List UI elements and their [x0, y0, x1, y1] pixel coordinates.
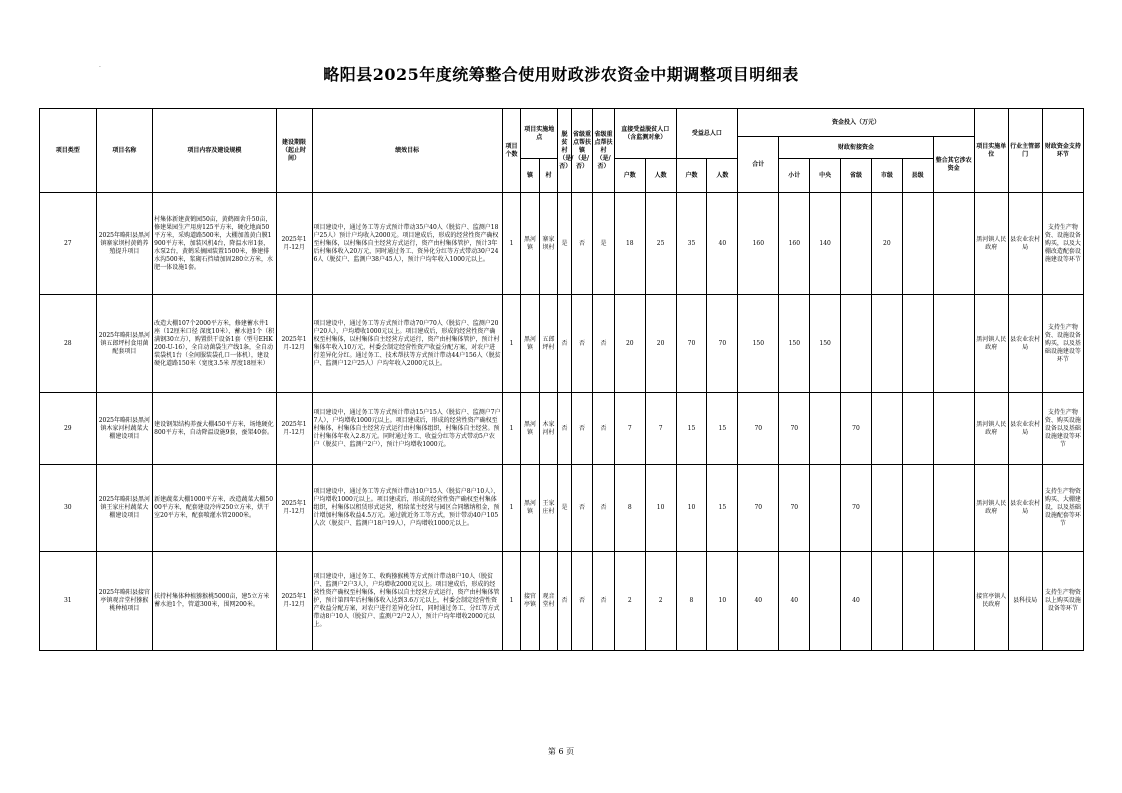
row-count: 1	[502, 393, 521, 465]
header-location: 项目实施地点	[521, 109, 558, 159]
row-beneficiary-households: 10	[676, 465, 707, 552]
row-central: 140	[810, 193, 841, 295]
header-direct-people: 人数	[645, 159, 676, 193]
row-other	[933, 465, 974, 552]
row-beneficiary-households: 70	[676, 295, 707, 393]
table-row	[40, 393, 1084, 465]
row-content: 新建蔬菜大棚1000平方米，改造蔬菜大棚5000平方米，配套建设冷库250立方米，烘干室20平方米，配套喷灌水管2000米。	[153, 465, 276, 552]
row-goal: 项目建设中，通过务工等方式预计带动35户40人（脱贫户、监测户18户25人）预计户均收入2000元。项目建成后，形成的经营性资产确权至村集体，以村集体自主经营方式运行，资产由村集体管护，预计3年后村集体收入20万元，同时通过务工、资异化分红等方式带动30户246人（脱贫户、监测户38户45人），预计户均年收入1000元以上。	[312, 193, 502, 295]
row-total: 160	[738, 193, 779, 295]
row-provincial	[841, 193, 872, 295]
row-other	[933, 552, 974, 651]
row-beneficiary-people: 40	[707, 193, 738, 295]
row-town: 接官亭镇	[521, 552, 540, 651]
row-beneficiary-households: 8	[676, 552, 707, 651]
row-direct-people: 7	[645, 393, 676, 465]
row-direct-people: 2	[645, 552, 676, 651]
header-village: 村	[539, 159, 558, 193]
row-count: 1	[502, 193, 521, 295]
row-village: 木家河村	[539, 393, 558, 465]
header-beneficiary-people: 人数	[707, 159, 738, 193]
row-county	[902, 295, 933, 393]
header-name: 项目名称	[96, 109, 153, 193]
row-town: 黑河镇	[521, 393, 540, 465]
header-key-help-town: 省级重点帮扶镇（是/否）	[571, 109, 593, 193]
row-town: 黑河镇	[521, 193, 540, 295]
table-row	[40, 193, 1084, 295]
row-beneficiary-households: 35	[676, 193, 707, 295]
scan-mark: ·	[99, 64, 101, 71]
header-funds: 资金投入（万元）	[738, 109, 975, 137]
header-unit: 项目实施单位	[974, 109, 1008, 193]
row-key-town: 否	[571, 295, 593, 393]
header-fiscal: 财政衔接资金	[779, 137, 933, 159]
row-village: 王家庄村	[539, 465, 558, 552]
row-county	[902, 465, 933, 552]
row-unit: 黑河镇人民政府	[974, 465, 1008, 552]
row-key-town: 否	[571, 552, 593, 651]
row-direct-households: 18	[614, 193, 645, 295]
row-name: 2025年略阳县接官亭镇观音堂村猕猴桃种植项目	[96, 552, 153, 651]
row-direct-households: 20	[614, 295, 645, 393]
row-dept: 县农业农村局	[1008, 393, 1042, 465]
page-title: 略阳县2025年度统筹整合使用财政涉农资金中期调整项目明细表	[323, 65, 799, 84]
header-county: 县级	[902, 159, 933, 193]
header-direct-beneficiary: 直接受益脱贫人口（含监测对象）	[614, 109, 676, 159]
row-dept: 县农业农村局	[1008, 465, 1042, 552]
row-key-village: 否	[593, 552, 615, 651]
row-provincial: 70	[841, 393, 872, 465]
row-subtotal: 150	[779, 295, 810, 393]
table-row	[40, 552, 1084, 651]
header-count: 项目个数	[502, 109, 521, 193]
row-beneficiary-people: 15	[707, 465, 738, 552]
header-total: 合计	[738, 137, 779, 193]
row-name: 2025年略阳县黑河镇王家庄村蔬菜大棚建设项目	[96, 465, 153, 552]
row-key-village: 否	[593, 465, 615, 552]
row-subtotal: 70	[779, 465, 810, 552]
row-provincial	[841, 295, 872, 393]
row-type: 28	[40, 295, 97, 393]
row-count: 1	[502, 295, 521, 393]
row-village: 寨家坝村	[539, 193, 558, 295]
row-beneficiary-people: 15	[707, 393, 738, 465]
row-county	[902, 393, 933, 465]
row-period: 2025年1月-12月	[276, 552, 312, 651]
row-subtotal: 70	[779, 393, 810, 465]
row-period: 2025年1月-12月	[276, 465, 312, 552]
row-key-town: 否	[571, 465, 593, 552]
header-key-help-village: 省级重点帮扶村（是/否）	[593, 109, 615, 193]
row-total: 40	[738, 552, 779, 651]
row-content: 村集体新建黄鹤园50亩，黄鹤圈舍升50亩，修建果园生产用房125平方米，硬化地面50平方米，采购道路500米，大棚加盖黄白膜1900平方米，加装风机4台，降温水帘1套，水泵2台，黄鹤采摘园装置1500米，修建排水沟500米，浆砌石挡墙加固280立方米，水肥一体设施1套。	[153, 193, 276, 295]
row-support: 支持生产物资、购买设施设备以及基础设施建设等环节	[1042, 393, 1083, 465]
row-period: 2025年1月-12月	[276, 393, 312, 465]
table-row	[40, 465, 1084, 552]
header-poor-village: 脱贫村（是/否）	[558, 109, 571, 193]
row-central	[810, 465, 841, 552]
row-support: 支持生产物资购买、大棚建设，以及基础设施配套等环节	[1042, 465, 1083, 552]
row-provincial: 40	[841, 552, 872, 651]
row-village: 五郎坪村	[539, 295, 558, 393]
row-direct-people: 10	[645, 465, 676, 552]
row-unit: 黑河镇人民政府	[974, 393, 1008, 465]
table-row	[40, 295, 1084, 393]
row-city	[871, 393, 902, 465]
row-key-village: 否	[593, 295, 615, 393]
row-unit: 接官亭镇人民政府	[974, 552, 1008, 651]
row-support: 支持生产物资、设施设备购买，以及基础设施建设等环节	[1042, 295, 1083, 393]
row-key-town: 否	[571, 393, 593, 465]
row-period: 2025年1月-12月	[276, 295, 312, 393]
row-central	[810, 552, 841, 651]
row-count: 1	[502, 552, 521, 651]
row-content: 建设钢架结构养蚕大棚450平方米，场地硬化800平方米，自动降温设施9套，蚕架40套。	[153, 393, 276, 465]
row-direct-people: 25	[645, 193, 676, 295]
row-support: 支持生产物资、设施设备购买，以及大棚改造配套设施建设等环节	[1042, 193, 1083, 295]
row-content: 扶持村集体种植猕猴桃5000亩，建5立方米蓄水池1个，管道300米，围网200米。	[153, 552, 276, 651]
table-body	[40, 193, 1084, 651]
row-type: 29	[40, 393, 97, 465]
row-provincial: 70	[841, 465, 872, 552]
row-goal: 项目建设中，通过务工等方式预计带动15户15人（脱贫户、监测户7户7人），户均增收1000元以上。项目建成后，形成的经营性资产确权至村集体，村集体自主经营方式运行由村集体组织，村集体自主经营。预计村集体年收入2.8万元。同时通过务工、收益分红等方式带动5户农户（脱贫户、监测户2户），预计户均增收1000元。	[312, 393, 502, 465]
project-table	[39, 108, 1084, 651]
row-support: 支持生产物资以上购买设施设备等环节	[1042, 552, 1083, 651]
header-subtotal: 小计	[779, 159, 810, 193]
row-type: 31	[40, 552, 97, 651]
page-number: 第 6 页	[547, 747, 575, 756]
row-other	[933, 295, 974, 393]
row-total: 70	[738, 465, 779, 552]
row-beneficiary-households: 15	[676, 393, 707, 465]
row-name: 2025年略阳县黑河镇寨家坝村黄鹤养殖提升项目	[96, 193, 153, 295]
header-support: 财政资金支持环节	[1042, 109, 1083, 193]
header-dept: 行业主管部门	[1008, 109, 1042, 193]
row-period: 2025年1月-12月	[276, 193, 312, 295]
row-town: 黑河镇	[521, 465, 540, 552]
header-period: 建设期限（起止时间）	[276, 109, 312, 193]
row-dept: 县农业农村局	[1008, 295, 1042, 393]
header-direct-households: 户数	[614, 159, 645, 193]
row-poor-village: 是	[558, 465, 571, 552]
row-central	[810, 393, 841, 465]
row-city	[871, 465, 902, 552]
row-county	[902, 193, 933, 295]
row-type: 27	[40, 193, 97, 295]
row-goal: 项目建设中，通过务工等方式预计带动10户15人（脱贫户8户10人），户均增收1000元以上。项目建成后，形成的经营性资产确权至村集体组织，村集体以租赁形式运营，租给菜主经营与园区合同缴纳租金，预计增加村集体收益4.5万元。通过就近务工等方式，预计带动40户105人次（脱贫户、监测户18户19人），户均增收1000元以上。	[312, 465, 502, 552]
header-goal: 绩效目标	[312, 109, 502, 193]
row-dept: 县科技局	[1008, 552, 1042, 651]
row-subtotal: 160	[779, 193, 810, 295]
row-name: 2025年略阳县黑河镇五郎坪村食用菌配套项目	[96, 295, 153, 393]
row-county	[902, 552, 933, 651]
row-beneficiary-people: 10	[707, 552, 738, 651]
row-dept: 县农业农村局	[1008, 193, 1042, 295]
row-town: 黑河镇	[521, 295, 540, 393]
header-content: 项目内容及建设规模	[153, 109, 276, 193]
row-city	[871, 295, 902, 393]
row-village: 观音堂村	[539, 552, 558, 651]
row-goal: 项目建设中，通过务工、收购猕猴桃等方式预计带动8户10人（脱贫户、监测户2户3人），户均增收2000元以上。项目建成后，形成的经营性资产确权至村集体，村集体以自主经营方式运行，资产由村集体管护，预计第四年后村集体收入达到3.6万元以上，村委会制定经营性资产收益分配方案，对农户进行差异化分红，同时通过务工、分红等方式带动8户10人（脱贫户、监测户2户2人），预计户均年增收2000元以上。	[312, 552, 502, 651]
header-beneficiary: 受益总人口	[676, 109, 738, 159]
row-key-village: 是	[593, 193, 615, 295]
row-key-village: 否	[593, 393, 615, 465]
row-goal: 项目建设中，通过务工等方式预计带动70户70人（脱贫户、监测户20户20人），户均增收1000元以上。项目建成后，形成的经营性资产确权至村集体，以村集体自主经营方式运行，资产由村集体管护，预计村集体年收入10万元，村委会制定经营性资产收益分配方案，对农户进行差异化分红。通过务工、技术帮扶等方式预计带动44户156人（脱贫户、监测户12户25人）户均年收入2000元以上。	[312, 295, 502, 393]
row-direct-people: 20	[645, 295, 676, 393]
row-unit: 黑河镇人民政府	[974, 193, 1008, 295]
header-beneficiary-households: 户数	[676, 159, 707, 193]
row-beneficiary-people: 70	[707, 295, 738, 393]
header-central: 中央	[810, 159, 841, 193]
row-subtotal: 40	[779, 552, 810, 651]
row-unit: 黑河镇人民政府	[974, 295, 1008, 393]
row-central: 150	[810, 295, 841, 393]
row-poor-village: 是	[558, 193, 571, 295]
row-other	[933, 193, 974, 295]
row-poor-village: 否	[558, 552, 571, 651]
header-type: 项目类型	[40, 109, 97, 193]
row-type: 30	[40, 465, 97, 552]
header-town: 镇	[521, 159, 540, 193]
row-city: 20	[871, 193, 902, 295]
header-provincial: 省级	[841, 159, 872, 193]
header-city: 市级	[871, 159, 902, 193]
row-poor-village: 否	[558, 295, 571, 393]
row-city	[871, 552, 902, 651]
row-total: 150	[738, 295, 779, 393]
row-direct-households: 7	[614, 393, 645, 465]
row-poor-village: 否	[558, 393, 571, 465]
header-other: 整合其它涉农资金	[933, 137, 974, 193]
row-direct-households: 2	[614, 552, 645, 651]
row-direct-households: 8	[614, 465, 645, 552]
row-total: 70	[738, 393, 779, 465]
row-other	[933, 393, 974, 465]
row-name: 2025年略阳县黑河镇木家河村蔬菜大棚建设项目	[96, 393, 153, 465]
row-content: 改造大棚107个2000平方米，修建蓄水井1座（12厘米口径 深度10米），蓄水池1个（积满钢30立方），购置烘干设备1套（型号EHK200-U-16），全自动菌袋生产线1条，全自动装袋机1台（全间服装袋孔口一体机），建设硬化道路150米（宽度3.5米 厚度18厘米）	[153, 295, 276, 393]
row-count: 1	[502, 465, 521, 552]
row-key-town: 否	[571, 193, 593, 295]
